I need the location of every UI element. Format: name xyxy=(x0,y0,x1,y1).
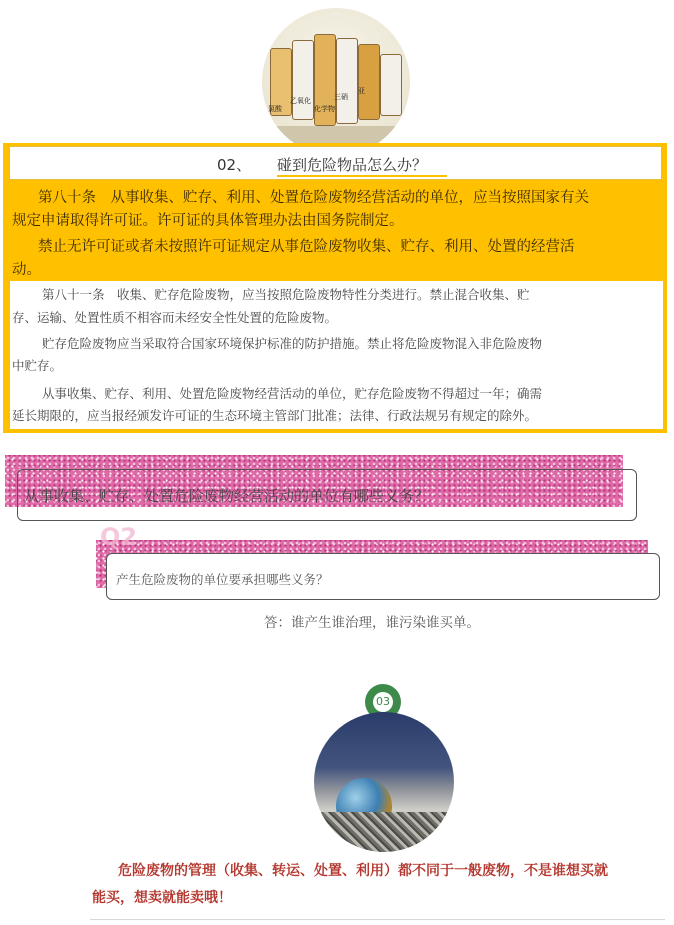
law-paragraph: 第八十条 从事收集、贮存、利用、处置危险废物经营活动的单位，应当按照国家有关 xyxy=(38,190,589,206)
can-label: 氯酸 xyxy=(268,105,282,113)
answer-text: 答：谁产生谁治理，谁污染谁买单。 xyxy=(264,615,480,631)
law-paragraph: 规定申请取得许可证。许可证的具体管理办法由国务院制定。 xyxy=(12,213,404,229)
section-marker-label: 03 xyxy=(373,692,393,712)
law-paragraph: 贮存危险废物应当采取符合国家环境保护标准的防护措施。禁止将危险废物混入非危险废物 xyxy=(42,336,543,351)
section-title: 碰到危险物品怎么办？ xyxy=(277,156,428,174)
section-number: 02、 xyxy=(217,156,252,174)
divider xyxy=(90,919,665,920)
warning-text: 能买，想卖就能卖哦！ xyxy=(92,890,232,906)
law-paragraph: 延长期限的，应当报经颁发许可证的生态环境主管部门批准；法律、行政法规另有规定的除外。 xyxy=(12,408,538,423)
law-paragraph: 中贮存。 xyxy=(12,358,63,373)
section-title-underline xyxy=(277,175,447,177)
hazardous-chemicals-illustration xyxy=(262,8,410,156)
can-label: 化学物 xyxy=(314,105,335,113)
can-label: 乙氧化 xyxy=(290,97,311,105)
question-number-decoration: Q2 xyxy=(100,523,138,551)
law-paragraph: 从事收集、贮存、利用、处置危险废物经营活动的单位，贮存危险废物不得超过一年；确需 xyxy=(42,386,543,401)
question-text: 产生危险废物的单位要承担哪些义务？ xyxy=(116,572,329,587)
warning-text: 危险废物的管理（收集、转运、处置、利用）都不同于一般废物，不是谁想买就 xyxy=(118,863,608,879)
globe-landfill-photo xyxy=(314,712,454,852)
question-text: 从事收集、贮存、处置危险废物经营活动的单位有哪些义务？ xyxy=(24,487,430,505)
can-label: 亚 xyxy=(358,87,365,95)
law-paragraph: 存、运输、处置性质不相容而未经安全性处置的危险废物。 xyxy=(12,310,338,325)
law-paragraph: 动。 xyxy=(12,262,41,278)
law-paragraph: 第八十一条 收集、贮存危险废物，应当按照危险废物特性分类进行。禁止混合收集、贮 xyxy=(42,287,530,302)
can-label: 三硝 xyxy=(334,93,348,101)
law-paragraph: 禁止无许可证或者未按照许可证规定从事危险废物收集、贮存、利用、处置的经营活 xyxy=(38,239,575,255)
